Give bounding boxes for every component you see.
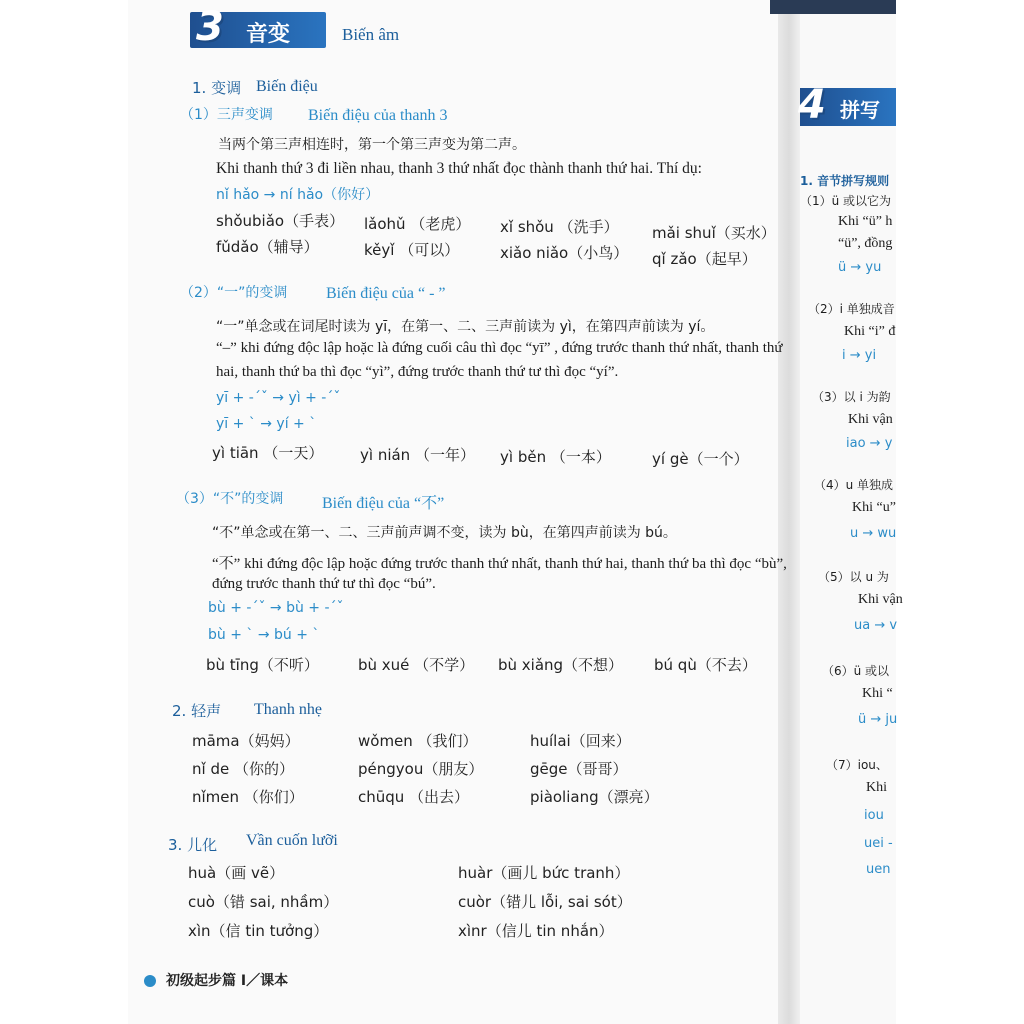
background-left: [0, 0, 128, 1024]
p2-word: yì tiān （一天）: [212, 444, 324, 462]
chapter-4-title: 拼写: [840, 98, 880, 122]
p1-example: nǐ hǎo → ní hǎo（你好）: [216, 187, 380, 203]
right-item-example: u → wu: [850, 526, 897, 541]
s3-word: cuò（错 sai, nhầm）: [188, 893, 339, 911]
p1-word: qǐ zǎo（起早）: [652, 250, 757, 268]
section-2-heading-vi: Thanh nhẹ: [254, 701, 322, 718]
p2-vi-2: hai, thanh thứ ba thì đọc “yì”, đứng trước thanh thứ tư thì đọc “yí”.: [216, 364, 619, 380]
p3-word: bù xiǎng（不想）: [498, 656, 624, 674]
book-gutter: [778, 0, 800, 1024]
p3-label-vi: Biến điệu của “不”: [322, 495, 445, 512]
chapter-number: 3: [196, 4, 224, 50]
s3-word: xìnr（信儿 tin nhắn）: [458, 922, 614, 940]
p1-word: shǒubiǎo（手表）: [216, 212, 345, 230]
s2-word: nǐmen （你们）: [192, 788, 304, 806]
right-item-example: uei -: [864, 836, 893, 851]
p1-label-vi: Biến điệu của thanh 3: [308, 107, 448, 124]
p1-word: mǎi shuǐ（买水）: [652, 224, 776, 242]
p3-vi-1: “不” khi đứng độc lập hoặc đứng trước thanh thứ nhất, thanh thứ hai, thanh thứ ba thì đọc “bù”,: [212, 556, 787, 572]
right-item-label: （5）以 u 为: [818, 570, 889, 584]
background-right: [896, 0, 1024, 1024]
p2-rule-1: yī + -ˊˇ → yì + -ˊˇ: [216, 390, 341, 406]
p1-word: xǐ shǒu （洗手）: [500, 218, 619, 236]
right-item-label: （6）ü 或以: [822, 664, 890, 678]
p2-zh: “一”单念或在词尾时读为 yī，在第一、二、三声前读为 yì，在第四声前读为 yí。: [216, 319, 715, 335]
p3-word: bú qù（不去）: [654, 656, 757, 674]
section-1-heading: 1. 变调: [192, 79, 242, 97]
section-3-heading: 3. 儿化: [168, 836, 218, 854]
right-item-vi: Khi vận: [858, 592, 903, 607]
right-item-vi: “ü”, đồng: [838, 236, 893, 251]
s2-word: wǒmen （我们）: [358, 732, 478, 750]
section-1-heading-vi: Biến điệu: [256, 78, 318, 95]
p1-zh: 当两个第三声相连时，第一个第三声变为第二声。: [218, 137, 526, 153]
right-item-label: （4）u 单独成: [814, 478, 894, 492]
s3-word: cuòr（错儿 lỗi, sai sót）: [458, 893, 632, 911]
p2-rule-2: yī + ˋ → yí + ˋ: [216, 416, 317, 432]
chapter-title: 音变: [246, 22, 291, 47]
s2-word: huílai（回来）: [530, 732, 631, 750]
right-item-example: iao → y: [846, 436, 893, 451]
s2-word: gēge（哥哥）: [530, 760, 628, 778]
right-item-example: ua → v: [854, 618, 898, 633]
p2-word: yì nián （一年）: [360, 446, 475, 464]
chapter-subtitle: Biến âm: [342, 25, 400, 44]
p3-rule-1: bù + -ˊˇ → bù + -ˊˇ: [208, 600, 344, 616]
right-item-example: i → yi: [842, 348, 877, 363]
right-item-vi: Khi “u”: [852, 500, 896, 515]
section-3-heading-vi: Vần cuốn lưỡi: [246, 832, 338, 849]
p3-rule-2: bù + ˋ → bú + ˋ: [208, 627, 320, 643]
s3-word: huà（画 vẽ）: [188, 864, 285, 882]
right-item-vi: Khi vận: [848, 412, 893, 427]
right-item-vi: Khi “i” đ: [844, 324, 896, 339]
right-item-vi: Khi “ü” h: [838, 214, 893, 229]
right-item-example: ü → ju: [858, 712, 898, 727]
right-item-label: （3）以 i 为韵: [812, 390, 891, 404]
section-2-heading: 2. 轻声: [172, 702, 222, 720]
p1-vi: Khi thanh thứ 3 đi liền nhau, thanh 3 thứ nhất đọc thành thanh thứ hai. Thí dụ:: [216, 160, 702, 177]
right-item-example: ü → yu: [838, 260, 882, 275]
p2-label: （2）“一”的变调: [180, 285, 288, 301]
p2-vi-1: “–” khi đứng độc lập hoặc là đứng cuối câu thì đọc “yī” , đứng trước thanh thứ nhất, thanh thứ: [216, 340, 783, 356]
p3-zh: “不”单念或在第一、二、三声前声调不变，读为 bù，在第四声前读为 bú。: [212, 525, 677, 541]
right-item-label: （1）ü 或以它为: [800, 194, 892, 208]
p1-label: （1）三声变调: [180, 107, 273, 123]
footer-dot-icon: [144, 975, 156, 987]
chapter-4-number: 4: [798, 82, 826, 128]
background-strip: [770, 0, 896, 14]
s2-word: piàoliang（漂亮）: [530, 788, 659, 806]
p1-word: kěyǐ （可以）: [364, 241, 460, 259]
page-footer: 初级起步篇 Ⅰ／课本: [166, 973, 289, 989]
right-item-example: uen: [866, 862, 891, 877]
s2-word: péngyou（朋友）: [358, 760, 484, 778]
p2-label-vi: Biến điệu của “ - ”: [326, 285, 446, 302]
p3-vi-2: đứng trước thanh thứ tư thì đọc “bú”.: [212, 576, 436, 592]
s3-word: xìn（信 tin tưởng）: [188, 922, 329, 940]
p1-word: xiǎo niǎo（小鸟）: [500, 244, 629, 262]
right-item-label: （7）iou、: [826, 758, 888, 772]
p3-label: （3）“不”的变调: [176, 491, 284, 507]
p1-word: fǔdǎo（辅导）: [216, 238, 319, 256]
right-item-label: （2）i 单独成音: [808, 302, 895, 316]
p3-word: bù tīng（不听）: [206, 656, 319, 674]
p2-word: yì běn （一本）: [500, 448, 611, 466]
right-heading: 1. 音节拼写规则: [800, 174, 890, 188]
right-item-vi: Khi “: [862, 686, 893, 701]
s3-word: huàr（画儿 bức tranh）: [458, 864, 630, 882]
p1-word: lǎohǔ （老虎）: [364, 215, 471, 233]
s2-word: chūqu （出去）: [358, 788, 470, 806]
s2-word: māma（妈妈）: [192, 732, 300, 750]
p3-word: bù xué （不学）: [358, 656, 475, 674]
s2-word: nǐ de （你的）: [192, 760, 294, 778]
right-item-vi: Khi: [866, 780, 887, 795]
right-item-example: iou: [864, 808, 884, 823]
p2-word: yí gè（一个）: [652, 450, 749, 468]
